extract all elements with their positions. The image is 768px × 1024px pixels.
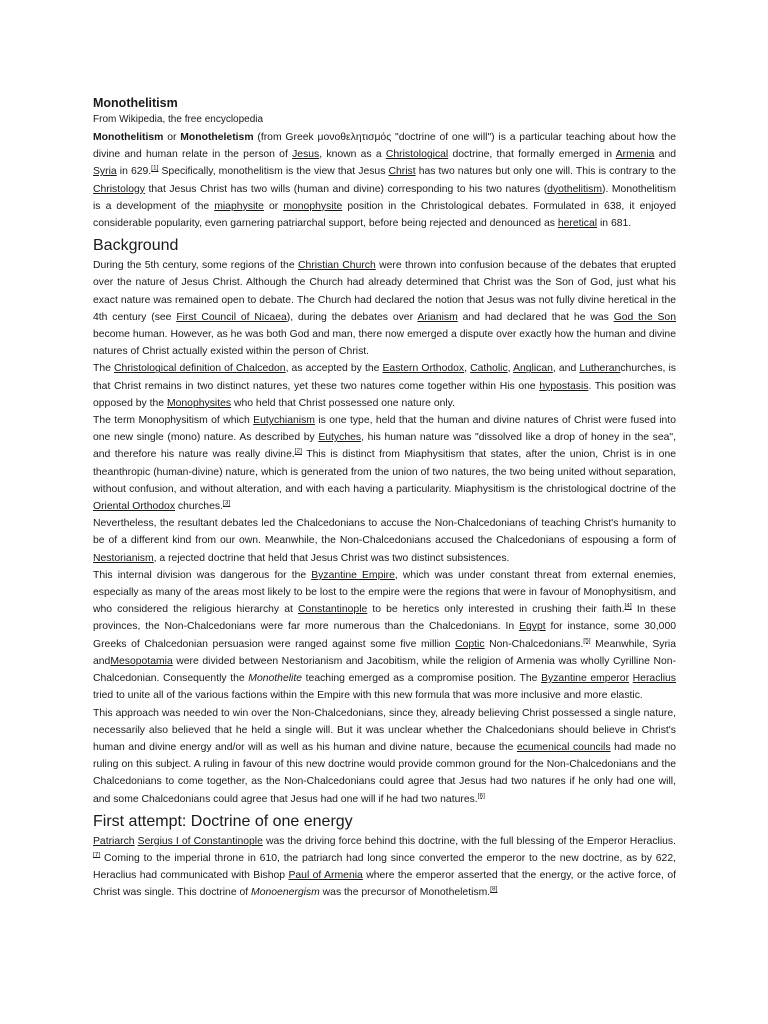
citation-link[interactable]: [4] [624,602,632,610]
link-dyothelitism[interactable]: dyothelitism [547,183,603,195]
link-hypostasis[interactable]: hypostasis [539,380,589,392]
citation [478,792,485,799]
document [93,95,676,902]
section-paragraph: During the 5th century, some regions of the Christian Church were thrown into confusion because of the debates that erupted over the nature of Jesus Christ. Although the Church had already determined that Christ was the Son of God, just what his exact nature was remained open to debate. The Church had declared the notion that Jesus was not fully divine heretical in the 4th century (see First Council of Nicaea), during the debates over Arianism and had declared that he was God the Son become human. However, as he was both God and man, there now emerged a dispute over exactly how the human and divine natures of Christ actually existed within the person of Christ. [93,260,676,358]
link-heraclius[interactable]: Heraclius [632,673,676,685]
link-paul-of-armenia[interactable]: Paul of Armenia [288,870,363,882]
link-byzantine-emperor[interactable]: Byzantine emperor [541,673,630,685]
link-coptic[interactable]: Coptic [455,638,485,650]
link-christology[interactable]: Christology [93,183,145,195]
link-oriental-orthodox[interactable]: Oriental Orthodox [93,501,176,513]
link-syria[interactable]: Syria [93,166,117,178]
link-heretical[interactable]: heretical [557,218,598,230]
section-paragraph: Patriarch Sergius I of Constantinople was the driving force behind this doctrine, with the full blessing of the Emperor Heraclius.[7] Coming to the imperial throne in 610, the patriarch had long since converted the emperor to the new doctrine, as by 622, Heraclius had communicated with Bishop Paul of Armenia where the emperor asserted that the energy, or the active force, of Christ was single. This doctrine of Monoenergism was the precursor of Monotheletism.[8] [93,835,677,899]
section-heading: First attempt: Doctrine of one energy [93,812,353,830]
link-lutheran[interactable]: Lutheran [579,363,621,375]
link-egypt[interactable]: Egypt [519,621,546,633]
italic-term: Monoenergism [251,887,320,899]
citation [583,637,590,644]
link-god-the-son[interactable]: God the Son [613,311,676,323]
citation-link[interactable]: [5] [583,637,591,645]
link-eutyches[interactable]: Eutyches [318,432,362,444]
link-first-council-of-nicaea[interactable]: First Council of Nicaea [176,311,287,323]
link-constantinople[interactable]: Constantinople [297,604,368,616]
section-paragraph: The Christological definition of Chalcedon, as accepted by the Eastern Orthodox, Catholic, Anglican, and Lutheranchurches, is that Christ remains in two distinct natures, yet these two natures come together within His one hypostasis. This position was opposed by the Monophysites who held that Christ possessed one nature only. [93,363,677,409]
citation-link[interactable]: [6] [477,792,485,800]
section-heading: Background [93,237,179,255]
italic-term: Monothelite [248,673,303,685]
citation [93,851,100,858]
link-monophysites[interactable]: Monophysites [166,397,232,409]
link-ecumenical-councils[interactable]: ecumenical councils [516,741,611,753]
link-mesopotamia[interactable]: Mesopotamia [110,655,173,667]
section-paragraph: Nevertheless, the resultant debates led the Chalcedonians to accuse the Non-Chalcedonians of teaching Christ's humanity to be of a different kind from our own. Meanwhile, the Non-Chalcedonians accused the Chalcedonians of espousing a form of Nestorianism, a rejected doctrine that held that Jesus Christ was two distinct subsistences. [93,518,676,564]
citation [625,603,632,610]
citation-link[interactable]: [2] [294,447,302,455]
link-eastern-orthodox[interactable]: Eastern Orthodox [382,363,465,375]
link-jesus[interactable]: Jesus [292,149,320,161]
link-christological-definition-of-chalcedon[interactable]: Christological definition of Chalcedon [114,363,286,375]
link-sergius-i-of-constantinople[interactable]: Sergius I of Constantinople [137,835,263,847]
link-miaphysite[interactable]: miaphysite [214,200,264,212]
intro-paragraph: Monothelitism or Monotheletism (from Greek μονοθελητισμός "doctrine of one will") is a particular teaching about how the divine and human relate in the person of Jesus, known as a Christological doctrine, that formally emerged in Armenia and Syria in 629.[1] Specifically, monothelitism is the view that Jesus Christ has two natures but only one will. This is contrary to the Christology that Jesus Christ has two wills (human and divine) corresponding to his two natures (dyothelitism). Monothelitism is a development of the miaphysite or monophysite position in the Christological debates. Formulated in 638, it enjoyed considerable popularity, even garnering patriarchal support, before being rejected and denounced as heretical in 681. [93,132,677,230]
link-christological[interactable]: Christological [385,149,449,161]
section-paragraph: This approach was needed to win over the Non-Chalcedonians, since they, already believing Christ possessed a single nature, necessarily also believed that he held a single will. But it was unclear whether the Chalcedonians should believe in Christ's human and divine energy and/or will as well as his human and divine nature, because the ecumenical councils had made no ruling on this subject. A ruling in favour of this new doctrine would provide common ground for the Non-Chalcedonians and the Chalcedonians to come together, as the Non-Chalcedonians could agree that Jesus had two natures if he only had one will, and some Chalcedonians could agree that Jesus had one will if he had two natures.[6] [93,707,677,805]
link-christian-church[interactable]: Christian Church [297,260,376,272]
bold-term: Monotheletism [180,132,254,143]
citation-link[interactable]: [1] [151,164,159,172]
article-title: Monothelitism [93,96,178,110]
link-nestorianism[interactable]: Nestorianism [93,552,154,564]
citation-link[interactable]: [3] [222,499,231,507]
link-byzantine-empire[interactable]: Byzantine Empire [311,569,395,581]
citation [151,165,158,172]
section-paragraph: The term Monophysitism of which Eutychianism is one type, held that the human and divine natures of Christ were fused into one new single (mono) nature. As described by Eutyches, his human nature was "dissolved like a drop of honey in the sea", and therefore his nature was really divine.[2] This is distinct from Miaphysitism that states, after the union, Christ is in one theanthropic (human-divine) nature, which is generated from the union of two natures, the two being united without separation, without confusion, and without alteration, and with each having a particularity. Miaphysitism is the christological doctrine of the Oriental Orthodox churches.[3] [93,415,676,513]
citation-link[interactable]: [8] [490,885,498,893]
sections [93,235,676,901]
link-arianism[interactable]: Arianism [417,311,458,323]
citation [295,448,302,455]
link-eutychianism[interactable]: Eutychianism [253,415,315,427]
article-subtitle: From Wikipedia, the free encyclopedia [93,114,264,125]
citation [490,886,497,893]
link-patriarch[interactable]: Patriarch [93,835,135,847]
link-catholic[interactable]: Catholic [470,363,508,375]
section-paragraph: This internal division was dangerous for the Byzantine Empire, which was under constant threat from external enemies, especially as many of the areas most likely to be lost to the empire were the regions that were in favour of Monophysitism, and who considered the religious hierarchy at Constantinople to be heretics only interested in crushing their faith.[4] In these provinces, the Non-Chalcedonians were far more numerous than the Chalcedonians. In Egypt for instance, some 30,000 Greeks of Chalcedonian persuasion were ranged against some five million Coptic Non-Chalcedonians.[5] Meanwhile, Syria andMesopotamia were divided between Nestorianism and Jacobitism, while the religion of Armenia was wholly Cyrilline Non-Chalcedonian. Consequently the Monothelite teaching emerged as a compromise position. The Byzantine emperor Heraclius tried to unite all of the various factions within the Empire with this new formula that was more inclusive and more elastic. [93,569,676,702]
citation [223,500,230,507]
link-armenia[interactable]: Armenia [615,149,655,161]
bold-term: Monothelitism [93,132,164,143]
link-christ[interactable]: Christ [388,166,416,178]
citation-link[interactable]: [7] [93,851,101,859]
link-anglican[interactable]: Anglican [513,363,553,375]
link-monophysite[interactable]: monophysite [283,200,343,212]
